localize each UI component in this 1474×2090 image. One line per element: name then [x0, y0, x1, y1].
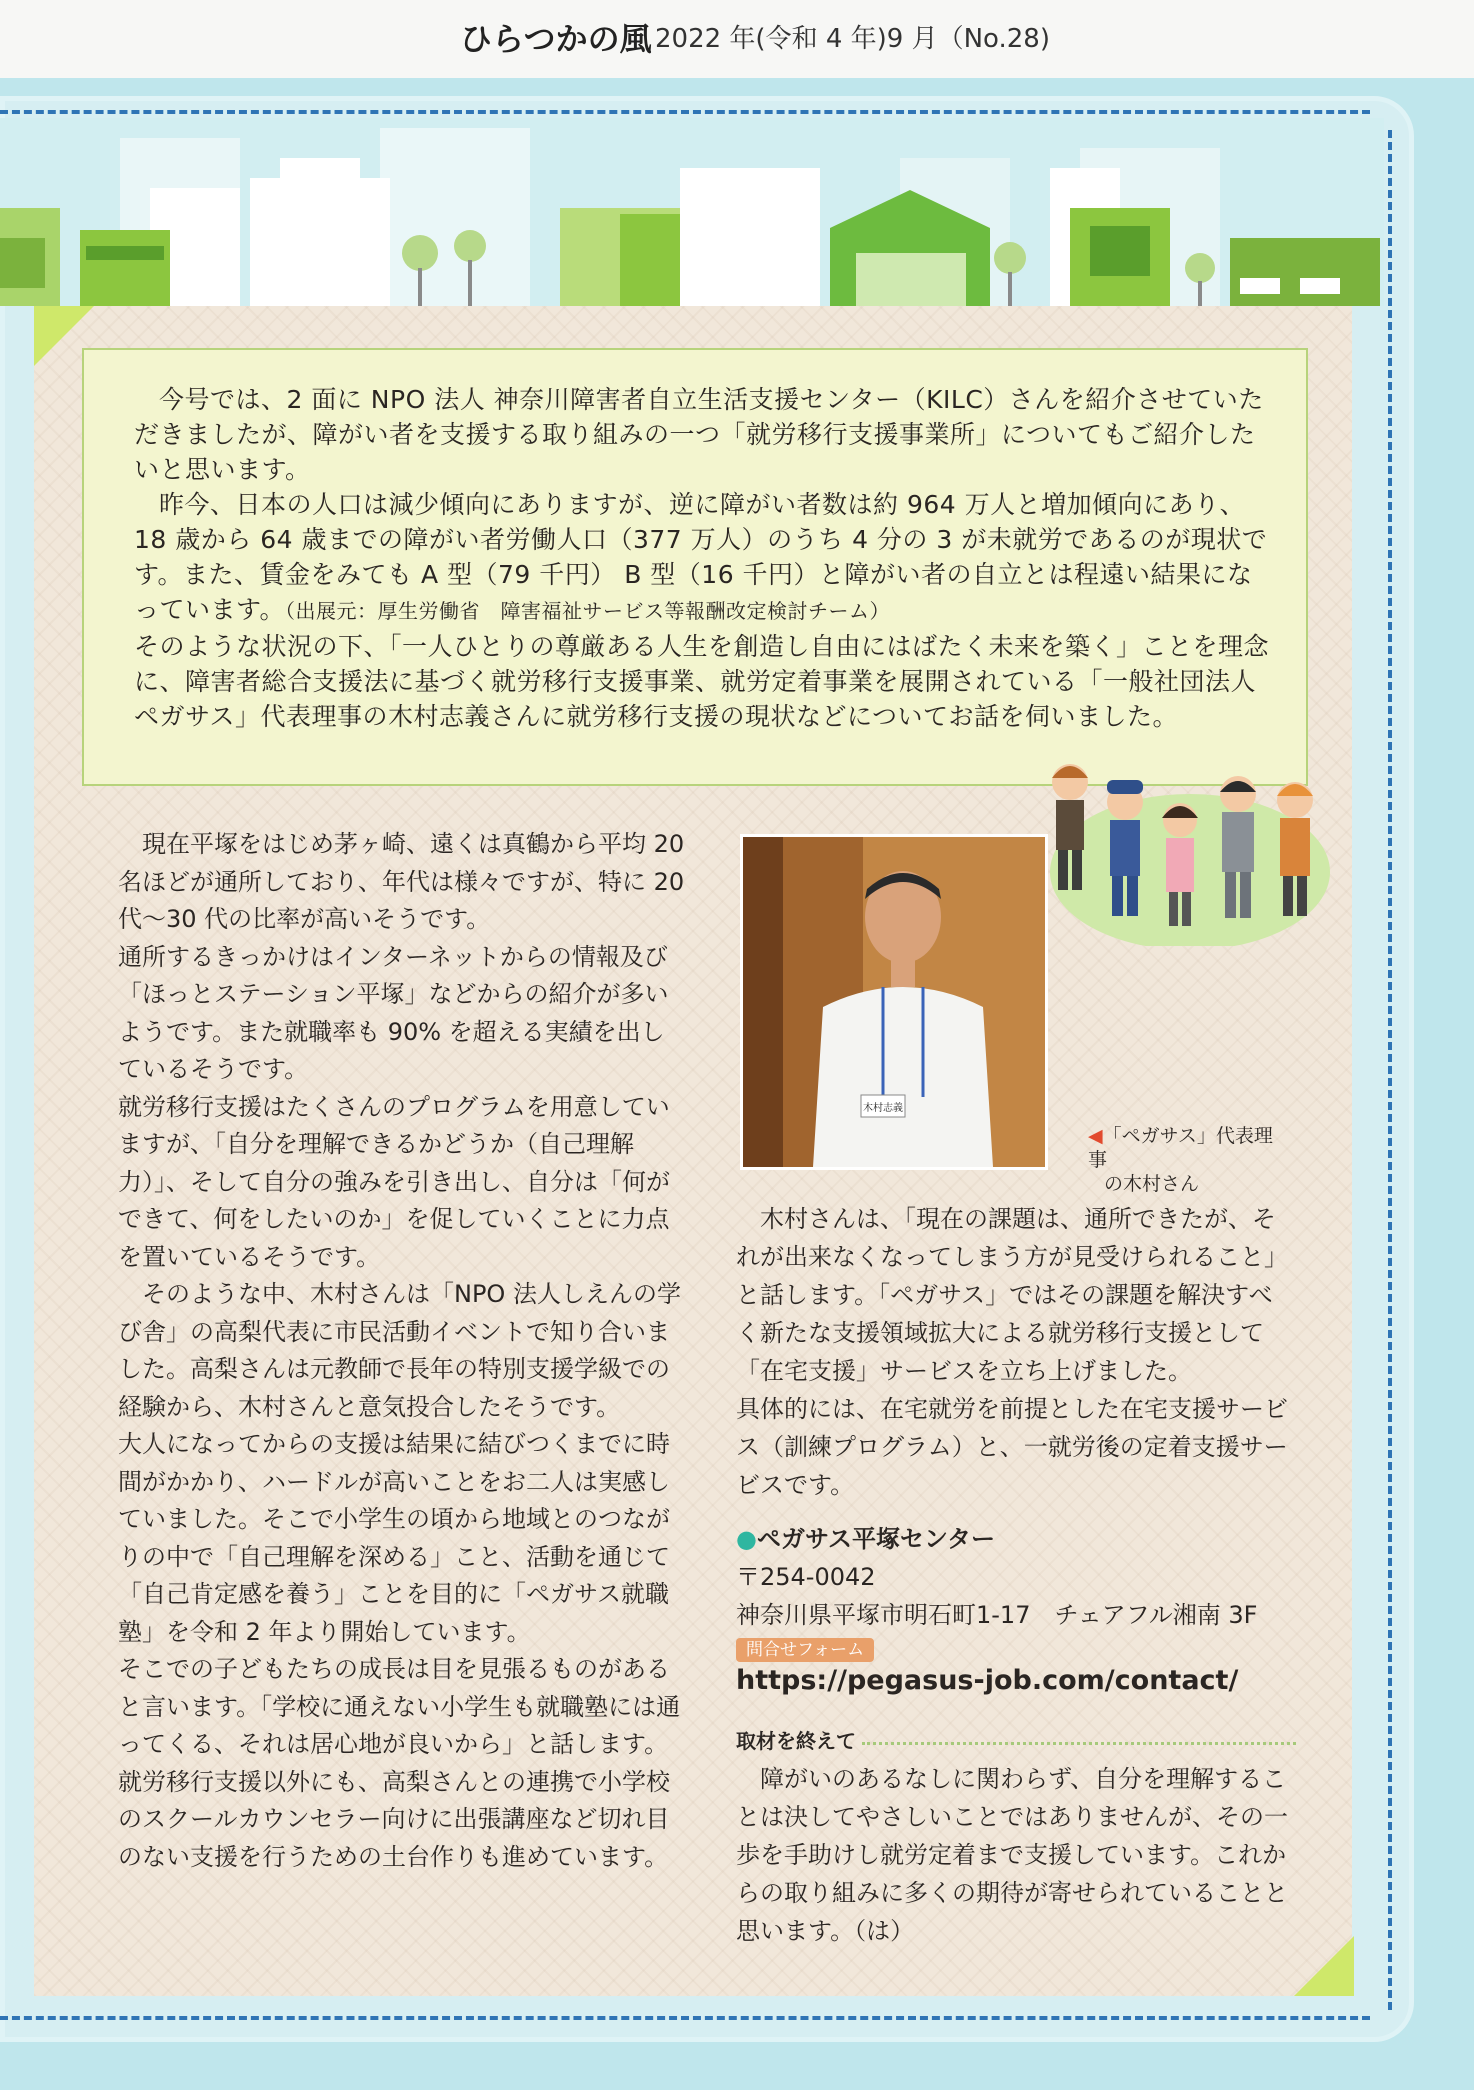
address: 神奈川県平塚市明石町1-17 チェアフル湘南 3F [736, 1601, 1258, 1629]
townscape-illustration [0, 118, 1384, 306]
bullet-dot-icon: ● [736, 1525, 757, 1553]
contact-label-row [736, 1634, 1296, 1662]
caption-line-2: の木村さん [1104, 1173, 1200, 1195]
newsletter-title: ひらつかの風 [460, 20, 652, 58]
spacer [736, 1504, 1296, 1520]
frame-dashed-border-right [1388, 130, 1392, 2010]
intro-paragraph-2-text: 昨今、日本の人口は減少傾向にありますが、逆に障がい者数は約 964 万人と増加傾向にあり、18 歳から 64 歳までの障がい者労働人口（377 万人）のうち 4 分の 3 が未就労であるのが現状です。また、賃金をみても A 型（79 千円） B 型（16 千円）と障がい者の自立とは程遠い結果になっています。 [134, 490, 1268, 624]
issue-date: 2022 年(令和 4 年)9 月（No.28) [655, 24, 1050, 54]
right-paragraph-1: 木村さんは、「現在の課題は、通所できたが、それが出来なくなってしまう方が見受けられること」と話します。「ペガサス」ではその課題を解決すべく新たな支援領域拡大による就労移行支援として「在宅支援」サービスを立ち上げました。 [736, 1205, 1288, 1385]
portrait-svg [743, 837, 1045, 1167]
photo-caption [1088, 1124, 1288, 1196]
intro-paragraph-2 [134, 487, 1274, 629]
org-name [736, 1520, 1296, 1558]
right-column [736, 1200, 1296, 1950]
postal-code: 〒254-0042 [736, 1563, 876, 1591]
left-paragraph-7: 就労移行支援以外にも、高梨さんとの連携で小学校のスクールカウンセラー向けに出張講座など切れ目のない支援を行うための土台作りも進めています。 [118, 1767, 670, 1871]
left-column [118, 826, 688, 1876]
heading-dotted-line [862, 1742, 1296, 1745]
org-name-text: ペガサス平塚センター [756, 1525, 996, 1553]
workers-svg [1040, 754, 1340, 946]
frame-dashed-border-top [0, 110, 1370, 114]
left-paragraph-2: 通所するきっかけはインターネットからの情報及び「ほっとステーション平塚」などからの紹介が多いようです。また就職率も 90% を超える実績を出しているそうです。 [118, 942, 669, 1083]
left-paragraph-1: 現在平塚をはじめ茅ヶ崎、遠くは真鶴から平均 20 名ほどが通所しており、年代は様々ですが、特に 20 代～30 代の比率が高いそうです。 [118, 830, 685, 933]
intro-paragraph-1: 今号では、2 面に NPO 法人 神奈川障害者自立生活支援センター（KILC）さんを紹介させていただきましたが、障がい者を支援する取り組みの一つ「就労移行支援事業所」についてもご紹介したいと思います。 [134, 385, 1264, 484]
left-paragraph-3: 就労移行支援はたくさんのプログラムを用意していますが、「自分を理解できるかどうか（自己理解力）」、そして自分の強みを引き出し、自分は「何ができて、何をしたいのか」を促していくことに力点を置いているそうです。 [118, 1092, 670, 1271]
after-heading-text: 取材を終えて [736, 1729, 856, 1753]
spacer-2 [736, 1700, 1296, 1722]
page-header [0, 0, 1474, 78]
caption-arrow-icon: ◀ [1088, 1125, 1103, 1147]
contact-url[interactable]: https://pegasus-job.com/contact/ [736, 1665, 1239, 1696]
left-paragraph-5: 大人になってからの支援は結果に結びつくまでに時間がかかり、ハードルが高いことをお二人は実感していました。そこで小学生の頃から地域とのつながりの中で「自己理解を深める」こと、活動を通じて「自己肯定感を養う」ことを目的に「ペガサス就職塾」を令和 2 年より開始しています。 [118, 1430, 670, 1646]
corner-accent-bottom-right [1294, 1936, 1354, 1996]
contact-form-badge: 問合せフォーム [736, 1638, 874, 1662]
frame-dashed-border-bottom [0, 2016, 1370, 2020]
workers-illustration [1040, 754, 1340, 946]
caption-line-1 [1088, 1124, 1288, 1172]
intro-paragraph-3: そのような状況の下、「一人ひとりの尊厳ある人生を創造し自由にはばたく未来を築く」ことを理念に、障害者総合支援法に基づく就労移行支援事業、就労定着事業を展開されている「一般社団法人ペガサス」代表理事の木村志義さんに就労移行支援の現状などについてお話を伺いました。 [134, 632, 1270, 731]
right-paragraph-2: 具体的には、在宅就労を前提とした在宅支援サービス（訓練プログラム）と、一就労後の定着支援サービスです。 [736, 1395, 1288, 1499]
caption-line-1-text: 「ペガサス」代表理事 [1088, 1125, 1273, 1171]
after-interview-heading [736, 1722, 1296, 1760]
intro-text [134, 382, 1274, 734]
after-interview-text: 障がいのあるなしに関わらず、自分を理解することは決してやさしいことではありませんが、その一歩を手助けし就労定着まで支援しています。これからの取り組みに多くの期待が寄せられていることと思います。（は） [736, 1765, 1288, 1945]
intro-source: （出展元：厚生労働省 障害福祉サービス等報酬改定検討チーム） [285, 599, 891, 623]
name-tag-text: 木村志義 [863, 1103, 903, 1114]
portrait-photo [740, 834, 1048, 1170]
left-paragraph-4: そのような中、木村さんは「NPO 法人しえんの学び舎」の高梨代表に市民活動イベントで知り合いました。高梨さんは元教師で長年の特別支援学級での経験から、木村さんと意気投合したそうです。 [118, 1280, 681, 1421]
left-paragraph-6: そこでの子どもたちの成長は目を見張るものがあると言います。「学校に通えない小学生も就職塾には通ってくる、それは居心地が良いから」と話します。 [118, 1655, 681, 1758]
townscape-svg [0, 118, 1384, 306]
